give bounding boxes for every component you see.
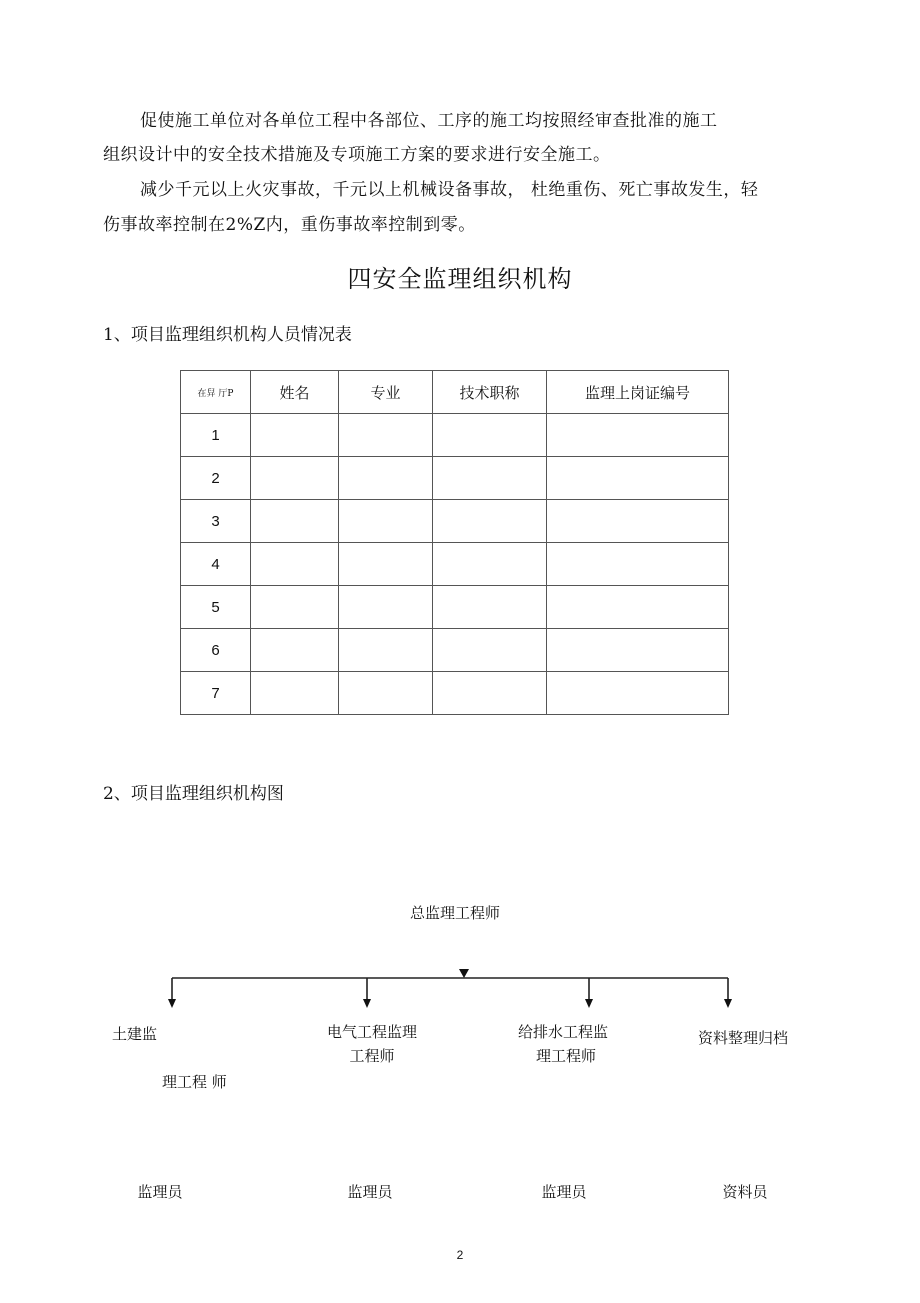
row-number: 1 bbox=[181, 414, 251, 457]
row-number: 3 bbox=[181, 500, 251, 543]
org-staff-2: 监理员 bbox=[347, 1183, 393, 1201]
header-major: 专业 bbox=[339, 371, 433, 414]
header-sequence: 在舁 厅P bbox=[181, 371, 251, 414]
org-branch-plumbing-line-2: 理工程师 bbox=[535, 1047, 596, 1065]
page-number: 2 bbox=[456, 1248, 464, 1262]
paragraph-1-line-2: 组织设计中的安全技术措施及专项施工方案的要求进行安全施工。 bbox=[103, 145, 611, 165]
row-number: 5 bbox=[181, 586, 251, 629]
org-branch-electrical-line-2: 工程师 bbox=[349, 1047, 395, 1065]
header-certificate: 监理上岗证编号 bbox=[547, 371, 729, 414]
row-number: 6 bbox=[181, 629, 251, 672]
row-number: 2 bbox=[181, 457, 251, 500]
org-branch-electrical-line-1: 电气工程监理 bbox=[326, 1023, 417, 1041]
branch-2-arrow bbox=[363, 999, 371, 1008]
org-branch-civil-line-1: 土建监 bbox=[112, 1025, 158, 1043]
branch-1-arrow bbox=[168, 999, 176, 1008]
org-staff-1: 监理员 bbox=[137, 1183, 183, 1201]
header-name: 姓名 bbox=[251, 371, 339, 414]
org-chart-caption: 2、项目监理组织机构图 bbox=[103, 784, 284, 804]
org-staff-3: 监理员 bbox=[541, 1183, 587, 1201]
branch-3-arrow bbox=[585, 999, 593, 1008]
paragraph-2-line-1: 减少千元以上火灾事故，千元以上机械设备事故， 杜绝重伤、死亡事故发生，轻 bbox=[140, 180, 759, 200]
section-title: 四安全监理组织机构 bbox=[347, 265, 573, 293]
row-number: 7 bbox=[181, 672, 251, 715]
row-number: 4 bbox=[181, 543, 251, 586]
org-branch-civil-line-2: 理工程 师 bbox=[162, 1073, 227, 1091]
header-title: 技术职称 bbox=[433, 371, 547, 414]
org-branch-plumbing-line-1: 给排水工程监 bbox=[517, 1023, 608, 1041]
org-branch-documents: 资料整理归档 bbox=[697, 1029, 788, 1047]
root-arrow-head bbox=[459, 969, 469, 978]
paragraph-1-line-1: 促使施工单位对各单位工程中各部位、工序的施工均按照经审查批准的施工 bbox=[140, 111, 718, 131]
branch-4-arrow bbox=[724, 999, 732, 1008]
org-staff-4: 资料员 bbox=[722, 1183, 768, 1201]
staff-table-caption: 1、项目监理组织机构人员情况表 bbox=[103, 325, 352, 345]
org-root-chief-engineer: 总监理工程师 bbox=[409, 904, 500, 922]
paragraph-2-line-2: 伤事故率控制在2%Z内，重伤事故率控制到零。 bbox=[103, 215, 476, 235]
